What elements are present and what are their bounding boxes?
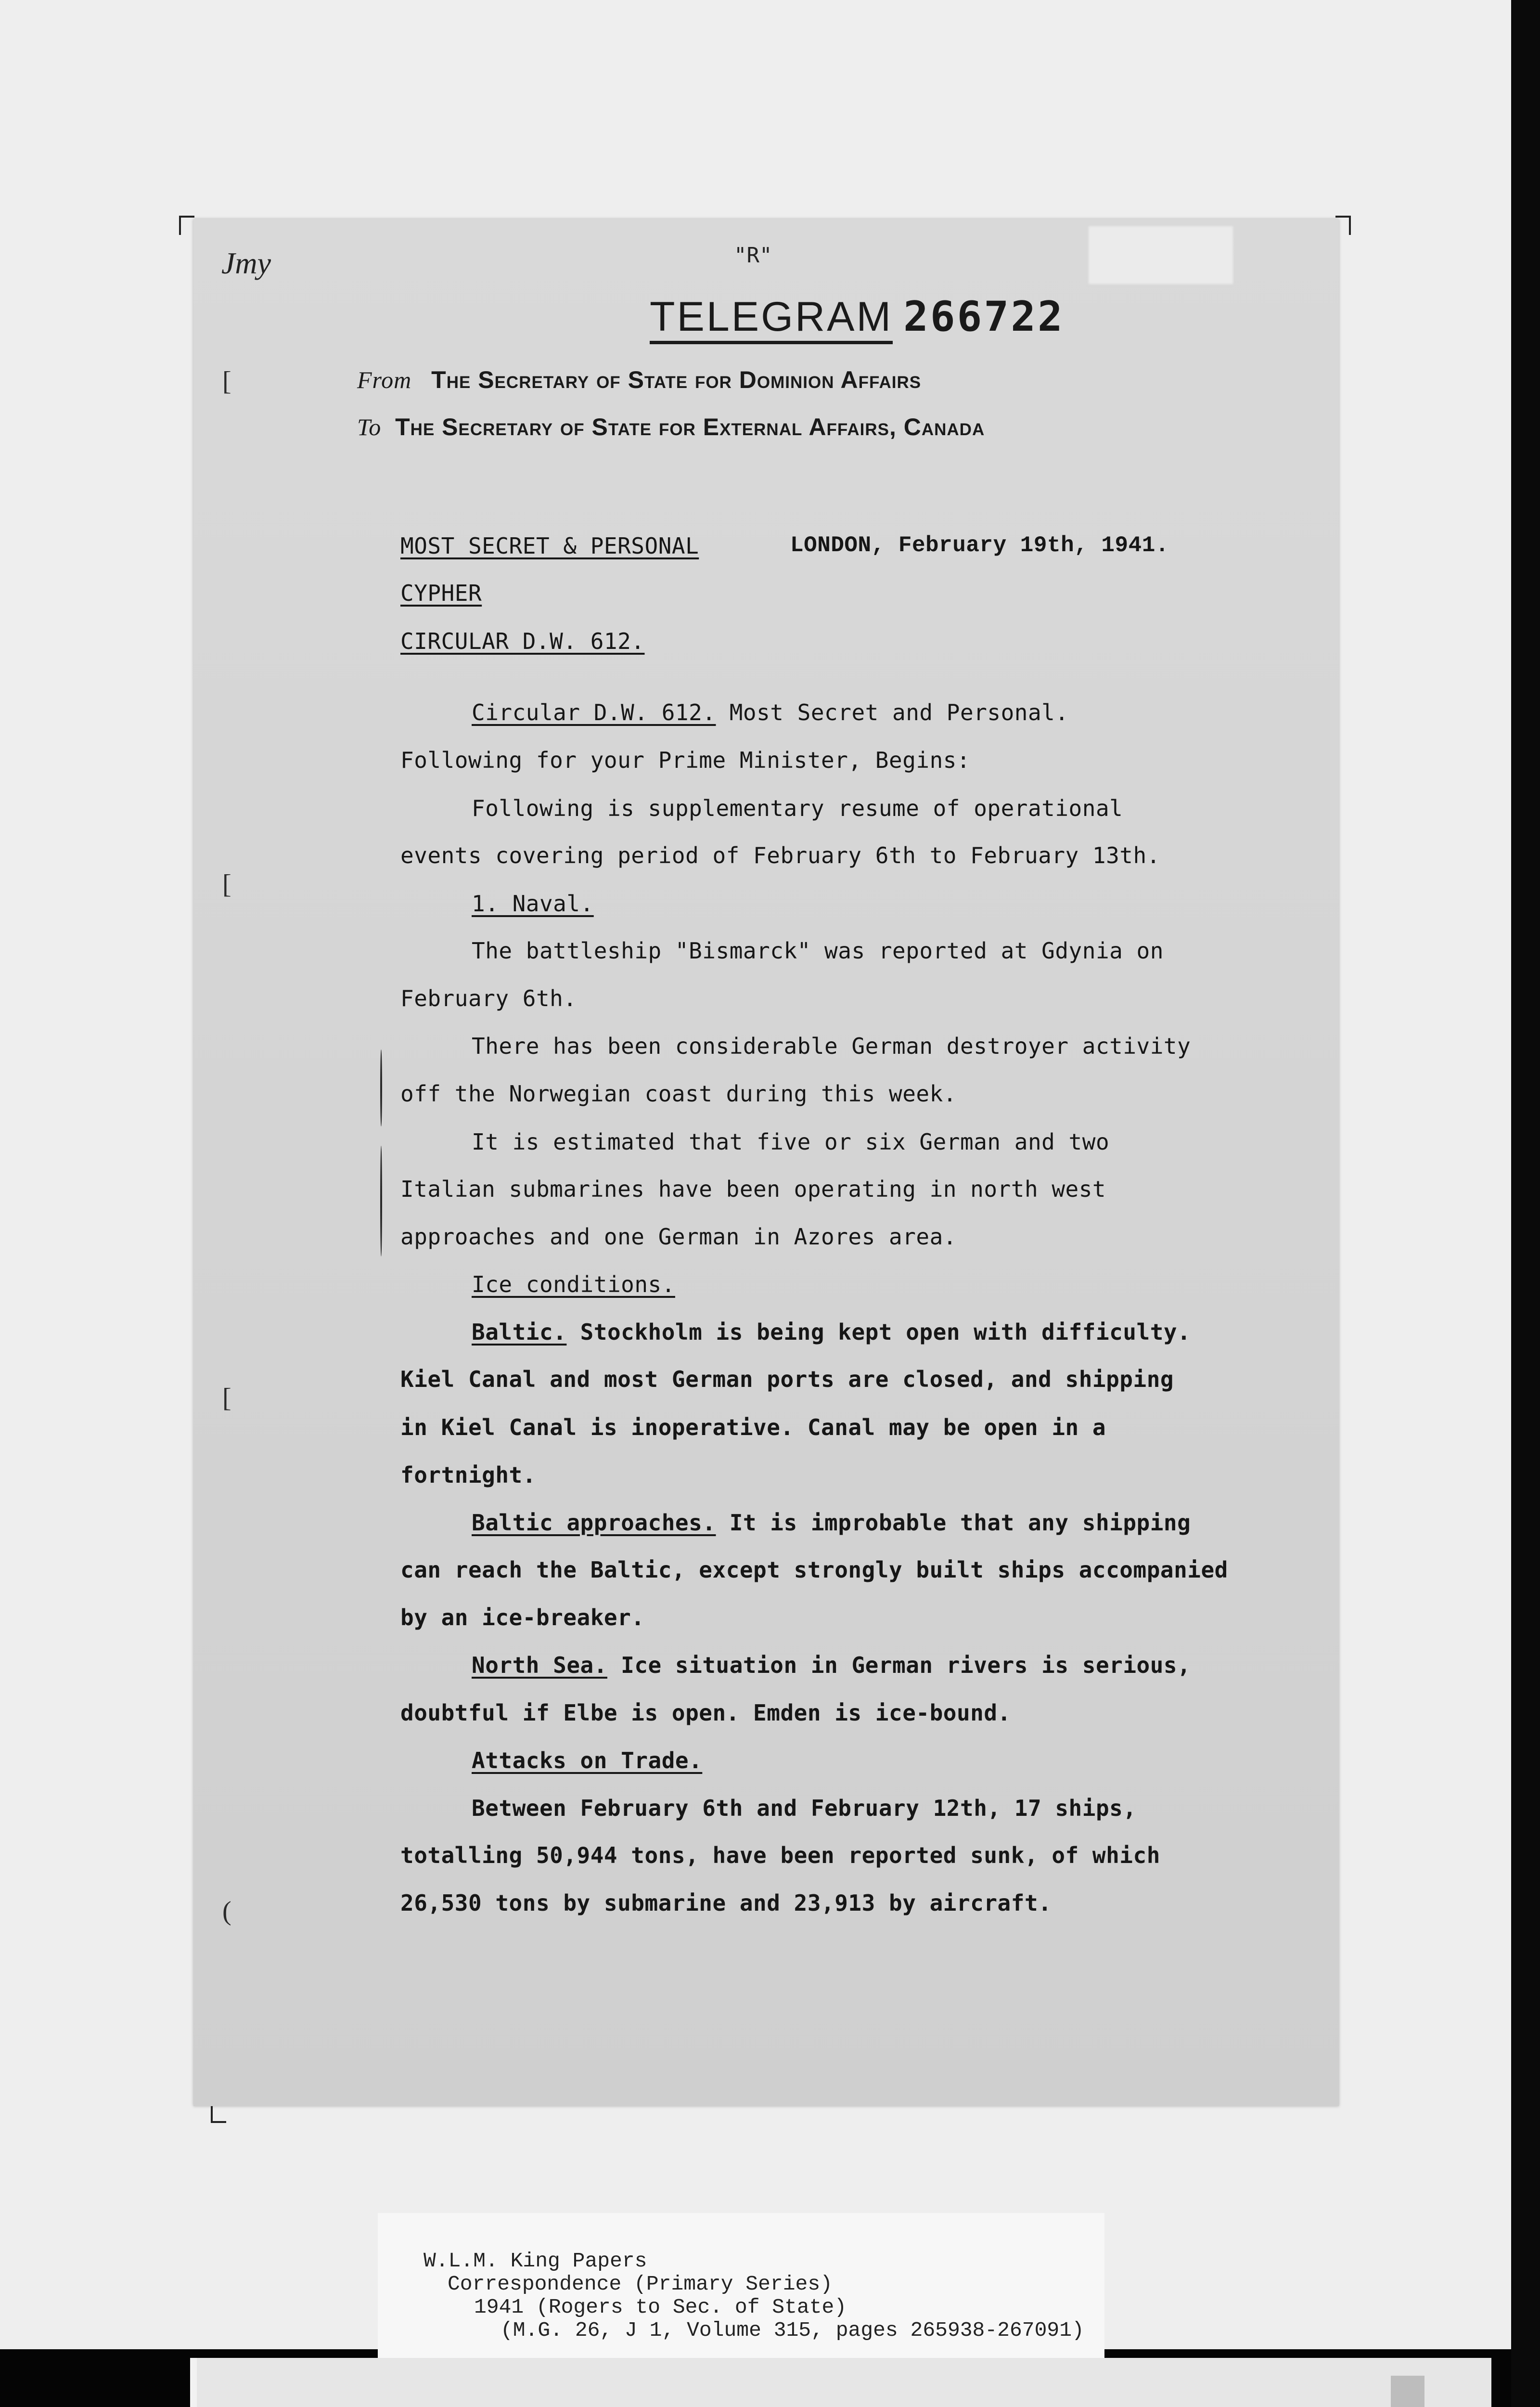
body-line: totalling 50,944 tons, have been reported sunk, of which: [400, 1842, 1160, 1868]
subheading-north-sea: North Sea.: [472, 1652, 607, 1678]
binding-hole-mark: [: [222, 869, 231, 899]
binding-hole-mark: [: [222, 366, 231, 396]
to-label: To: [357, 414, 382, 440]
classification-mark: "R": [734, 243, 772, 268]
subheading-baltic-approaches: Baltic approaches.: [472, 1510, 716, 1536]
to-value: The Secretary of State for External Affairs, Canada: [395, 414, 985, 440]
telegram-number: 266722: [903, 293, 1065, 341]
body-line: Kiel Canal and most German ports are closed, and shipping: [400, 1366, 1174, 1392]
circular-label: Circular D.W. 612.: [472, 699, 716, 725]
to-line: [357, 413, 985, 441]
body-line: It is estimated that five or six German and two: [472, 1129, 1110, 1155]
body-line: Baltic. Stockholm is being kept open with difficulty.: [472, 1319, 1191, 1345]
body-line: There has been considerable German destroyer activity: [472, 1033, 1191, 1059]
subheading-baltic: Baltic.: [472, 1319, 567, 1345]
from-label: From: [357, 366, 412, 393]
body-line: Following for your Prime Minister, Begins:: [400, 747, 971, 773]
reference-line: 1941 (Rogers to Sec. of State): [474, 2295, 847, 2319]
body-line: doubtful if Elbe is open. Emden is ice-bound.: [400, 1700, 1011, 1726]
body-line: The battleship "Bismarck" was reported at Gdynia on: [472, 938, 1164, 964]
from-value: The Secretary of State for Dominion Affairs: [431, 366, 922, 393]
crop-mark-top-left: [179, 216, 194, 235]
reference-line: (M.G. 26, J 1, Volume 315, pages 265938-267091): [500, 2318, 1084, 2342]
circular-reference: CIRCULAR D.W. 612.: [400, 628, 645, 654]
body-line: Baltic approaches. It is improbable that any shipping: [472, 1510, 1191, 1536]
reference-line: Correspondence (Primary Series): [448, 2272, 833, 2296]
place-date: LONDON, February 19th, 1941.: [790, 533, 1169, 558]
margin-line-mark: [380, 1049, 382, 1126]
security-classification: MOST SECRET & PERSONAL: [400, 533, 699, 559]
handwritten-initials: Jmy: [221, 246, 271, 280]
section-heading-ice: Ice conditions.: [472, 1271, 675, 1297]
transmission-method: CYPHER: [400, 580, 482, 606]
body-line: fortnight.: [400, 1462, 536, 1488]
telegram-heading: [650, 293, 1065, 341]
body-line: can reach the Baltic, except strongly built ships accompanied: [400, 1557, 1228, 1583]
telegram-title: TELEGRAM: [650, 294, 893, 344]
body-line: off the Norwegian coast during this week.: [400, 1081, 957, 1107]
body-line: events covering period of February 6th to February 13th.: [400, 842, 1160, 868]
binding-hole-mark: (: [222, 1896, 231, 1926]
section-heading-naval: 1. Naval.: [472, 891, 594, 917]
reference-line: W.L.M. King Papers: [424, 2249, 647, 2273]
binding-hole-mark: [: [222, 1383, 231, 1413]
body-line: North Sea. Ice situation in German rivers is serious,: [472, 1652, 1191, 1678]
body-line: February 6th.: [400, 985, 577, 1011]
body-line: Italian submarines have been operating in north west: [400, 1176, 1106, 1202]
crop-mark-bottom-left: [211, 2104, 226, 2123]
body-line: Circular D.W. 612. Most Secret and Personal.: [472, 699, 1069, 725]
card-edge-strip: [1391, 2376, 1424, 2407]
archives-card: [190, 2358, 1491, 2407]
faded-stamp: [1089, 226, 1233, 284]
section-heading-attacks: Attacks on Trade.: [472, 1747, 703, 1773]
body-line: by an ice-breaker.: [400, 1605, 645, 1631]
body-line: 26,530 tons by submarine and 23,913 by aircraft.: [400, 1890, 1052, 1916]
body-line: in Kiel Canal is inoperative. Canal may be open in a: [400, 1414, 1106, 1440]
body-line: Following is supplementary resume of operational: [472, 795, 1123, 821]
telegram-page: [193, 219, 1339, 2106]
body-line: approaches and one German in Azores area.: [400, 1224, 957, 1250]
body-line: Between February 6th and February 12th, 17 ships,: [472, 1795, 1137, 1821]
margin-line-mark: [380, 1146, 382, 1256]
from-line: [357, 366, 921, 394]
microfilm-border-right: [1511, 0, 1540, 2407]
